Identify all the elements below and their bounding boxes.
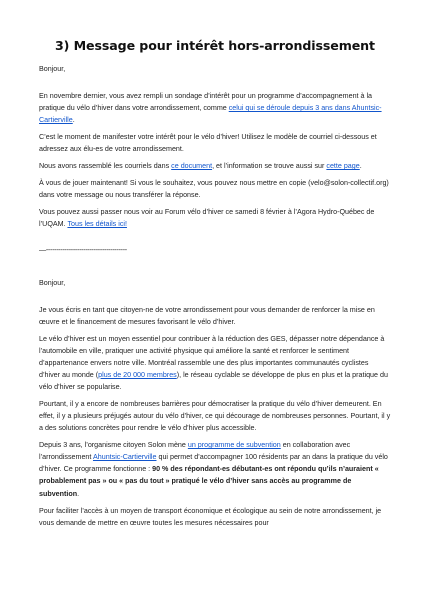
text: ), le réseau cyclable se développe de plus en plus et la pratique du vélo d’hiver se popularise.	[39, 370, 388, 392]
intro-paragraph-1	[39, 90, 391, 126]
intro-paragraph-4: À vous de jouer maintenant! Si vous le souhaitez, vous pouvez nous mettre en copie (velo@solon-collectif.org) dans votre message ou nous transférer la réponse.	[39, 179, 389, 200]
text: .	[72, 116, 75, 125]
page-title: 3) Message pour intérêt hors-arrondissement	[55, 38, 375, 53]
letter-paragraph-2	[39, 333, 391, 393]
info-page-link[interactable]: cette page	[326, 162, 360, 171]
text: .	[359, 162, 362, 171]
text: qui permet d’accompagner 100 résidents par an dans la pratique du vélo d’hiver. Ce programme fonctionne :	[39, 453, 388, 474]
bold-statistic: 90 % des répondant-es débutant-es ont répondu qu’ils n’auraient « probablement pas » ou « pas du tout » pratiqué le vélo d’hiver sans accès au programme de subvention	[39, 465, 379, 498]
text: Nous avons rassemblé les courriels dans	[39, 162, 172, 171]
separator-line: —---------------------------------------	[39, 246, 127, 255]
members-link[interactable]: plus de 20 000 membres	[98, 370, 177, 379]
intro-paragraph-3	[39, 160, 391, 172]
emails-document-link[interactable]: ce document	[171, 162, 213, 171]
ahuntsic-cartierville-link[interactable]: Ahuntsic-Cartierville	[92, 453, 157, 462]
document-body	[39, 63, 391, 534]
forum-details-link[interactable]: Tous les détails ici!	[67, 220, 127, 229]
text: Vous pouvez aussi passer nous voir au Forum vélo d’hiver ce samedi 8 février à l’Agora Hydro-Québec de l’UQAM.	[39, 208, 375, 229]
letter-paragraph-1: Je vous écris en tant que citoyen-ne de votre arrondissement pour vous demander de renforcer la mise en œuvre et le financement de mesures favorisant le vélo d’hiver.	[39, 305, 375, 326]
subsidy-program-link[interactable]: un programme de subvention	[187, 441, 281, 450]
ahuntsic-program-link[interactable]: celui qui se déroule depuis 3 ans dans Ahuntsic-Cartierville	[39, 104, 382, 125]
letter-paragraph-5: Pour faciliter l’accès à un moyen de transport économique et écologique au sein de notre arrondissement, je vous demande de mettre en œuvre toutes les mesures nécessaires pour	[39, 506, 382, 527]
text: Depuis 3 ans, l’organisme citoyen Solon mène	[39, 441, 188, 450]
text: .	[77, 489, 80, 498]
text: en collaboration avec l’arrondissement	[39, 441, 351, 462]
intro-greeting: Bonjour,	[39, 65, 66, 73]
text: , et l’information se trouve aussi sur	[212, 162, 327, 171]
letter-paragraph-4	[39, 439, 391, 499]
text: Le vélo d’hiver est un moyen essentiel pour contribuer à la réduction des GES, dépasser notre dépendance à l’automobile en ville, pratiquer une activité physique qui améliore la santé et renforcer le sentiment d’appartenance envers notre ville. Montréal rassemble une des plus importantes communautés cyclistes d’hiver au monde (	[39, 334, 385, 379]
intro-paragraph-5	[39, 206, 391, 230]
letter-paragraph-3: Pourtant, il y a encore de nombreuses barrières pour démocratiser la pratique du vélo d’hiver demeurent. En effet, il y a plusieurs préjugés autour du vélo d’hiver, ce qui décourage de nombreuses personnes. Pourtant, il y a des solutions concrètes pour rendre le vélo d’hiver plus accessible.	[39, 400, 391, 433]
intro-paragraph-2: C’est le moment de manifester votre intérêt pour le vélo d’hiver! Utilisez le modèle de courriel ci-dessous et adressez aux élu-es de votre arrondissement.	[39, 133, 377, 154]
text: En novembre dernier, vous avez rempli un sondage d’intérêt pour un programme d’accompagnement à la pratique du vélo d’hiver dans votre arrondissement, comme	[39, 91, 373, 113]
letter-greeting: Bonjour,	[39, 278, 66, 287]
